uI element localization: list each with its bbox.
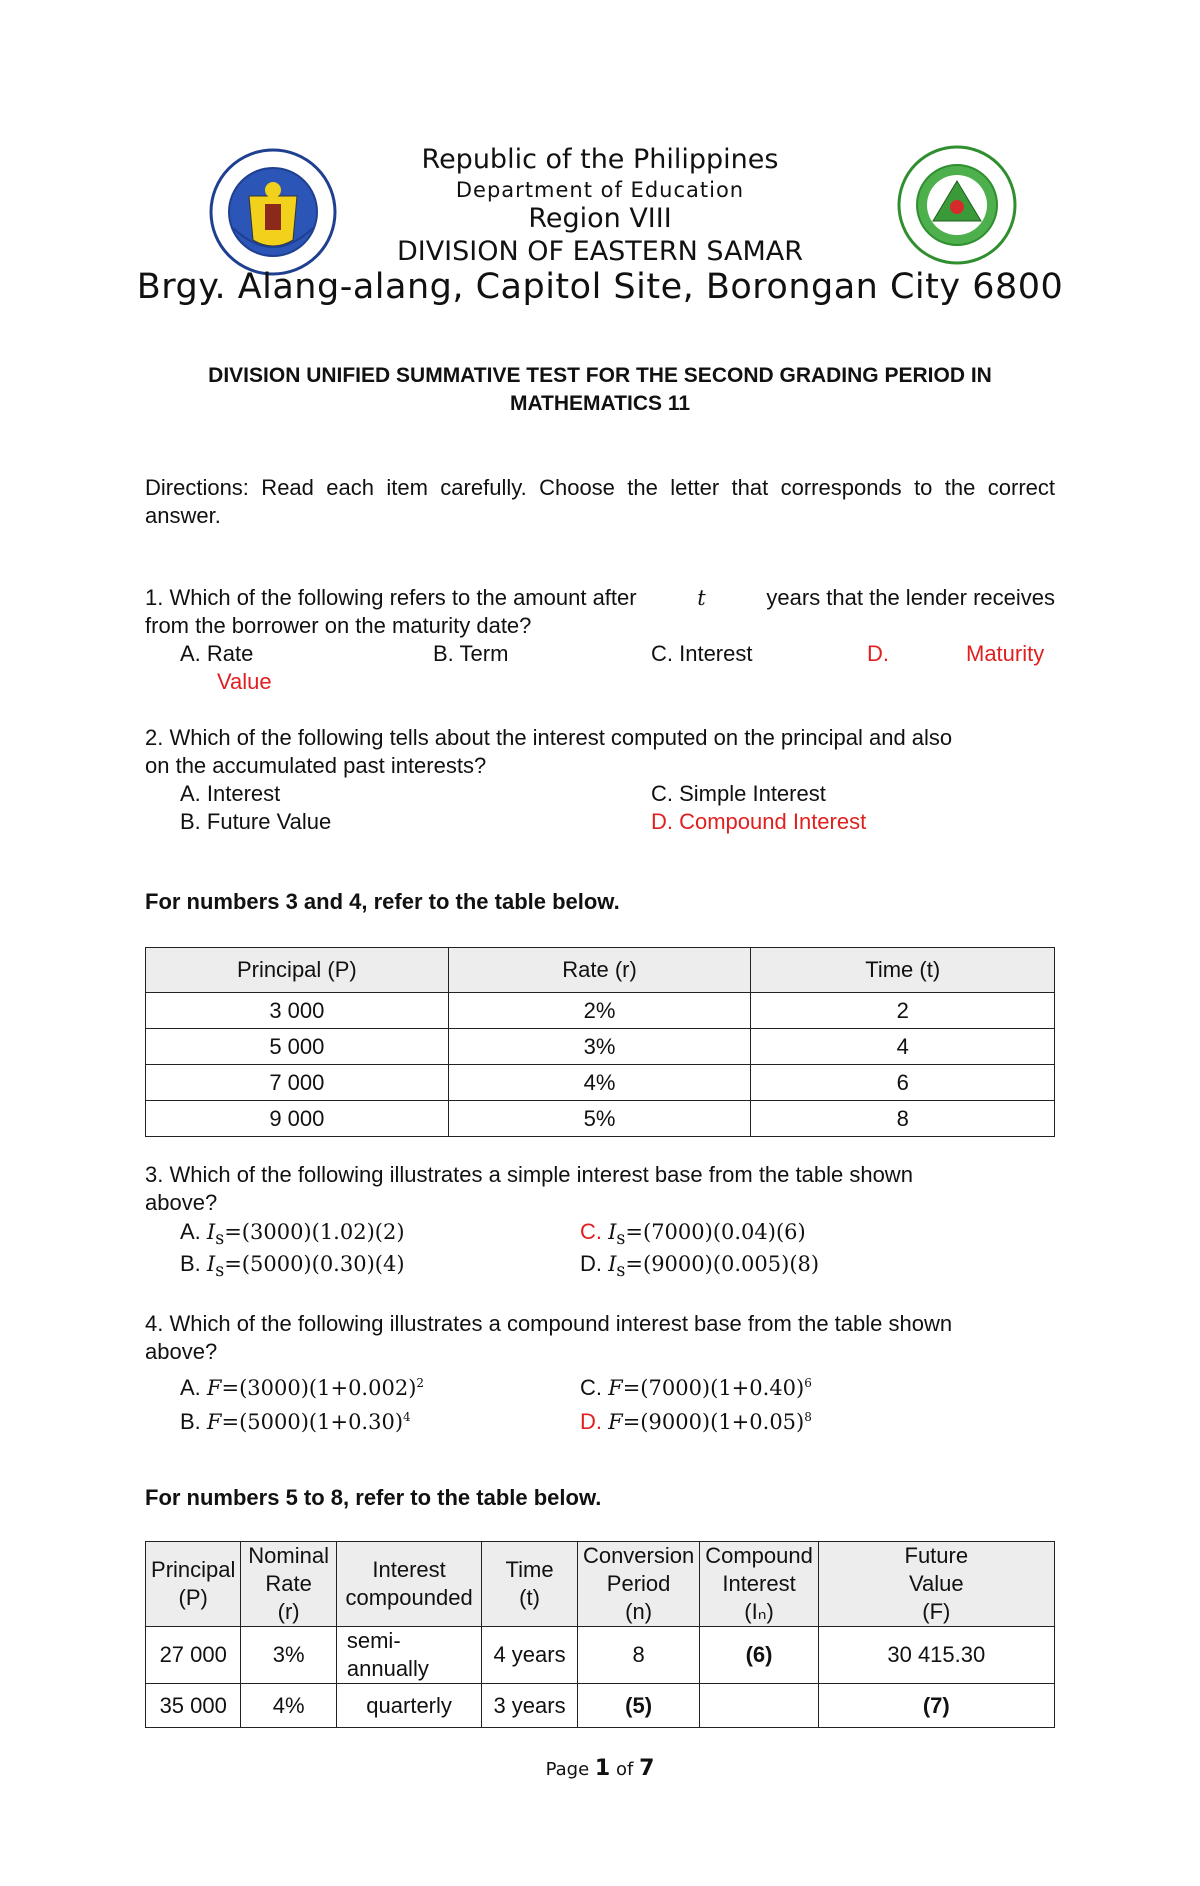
math-symbol: F [206, 1410, 222, 1434]
table-cell: 7 000 [146, 1065, 449, 1101]
table-cell: 8 [751, 1101, 1055, 1137]
q4-option-d-exponent: 8 [804, 1410, 812, 1424]
q4-stem [145, 1310, 1055, 1366]
q1-option-d-word2: Value [217, 669, 272, 694]
math-symbol: I [608, 1252, 617, 1276]
q4-option-d [580, 1403, 812, 1436]
table2-header-cell: Principal (P) [146, 1542, 241, 1627]
table-cell: 2 [751, 993, 1055, 1029]
q2-option-a: A. Interest [180, 781, 281, 806]
table2-header-cell: Interest compounded [336, 1542, 481, 1627]
address-heading: Brgy. Alang-alang, Capitol Site, Borongan City 6800 [136, 267, 1064, 307]
q4-option-b-exponent: 4 [403, 1410, 411, 1424]
q3-stem-line2: above? [145, 1190, 218, 1215]
table-cell: 30 415.30 [818, 1627, 1054, 1684]
q4-option-c [580, 1369, 812, 1402]
footer-page-word: Page [545, 1759, 590, 1780]
math-symbol: I [608, 1220, 617, 1244]
q4-option-a-exponent: 2 [416, 1376, 425, 1390]
q3-option-c [580, 1218, 806, 1253]
q3-option-d-letter: D. [580, 1251, 602, 1276]
q3-option-d-expr: =(9000)(0.005)(8) [625, 1252, 820, 1276]
table-cell: 3 000 [146, 993, 449, 1029]
table-cell: 3 years [482, 1684, 577, 1728]
math-symbol: F [608, 1410, 623, 1434]
q1-option-c: C. Interest [651, 641, 753, 666]
section2-heading: For numbers 5 to 8, refer to the table below. [145, 1485, 602, 1510]
q4-option-d-expr: =(9000)(1+0.05) [622, 1410, 805, 1434]
q3-option-a-letter: A. [180, 1219, 201, 1244]
table2-header-row [146, 1542, 1055, 1627]
q4-option-a [180, 1369, 424, 1402]
table-cell: 5 000 [146, 1029, 449, 1065]
test-title-line1: DIVISION UNIFIED SUMMATIVE TEST FOR THE SECOND GRADING PERIOD IN [208, 364, 992, 387]
table2 [145, 1541, 1055, 1728]
footer-page-number: 1 [594, 1756, 611, 1781]
table-cell: 4% [241, 1684, 336, 1728]
q3-option-a [180, 1218, 405, 1253]
table-row [146, 993, 1055, 1029]
test-title-line2: MATHEMATICS 11 [509, 392, 691, 415]
table-cell: (7) [818, 1684, 1054, 1728]
table-row [146, 1065, 1055, 1101]
q4-stem-line1: 4. Which of the following illustrates a compound interest base from the table shown [145, 1311, 953, 1336]
section1-heading: For numbers 3 and 4, refer to the table below. [145, 889, 620, 914]
math-subscript: s [616, 1229, 626, 1250]
table-cell: (6) [700, 1627, 818, 1684]
q1-stem-a: 1. Which of the following refers to the amount after [145, 585, 637, 610]
table-row [146, 1627, 1055, 1684]
table-cell: 35 000 [146, 1684, 241, 1728]
table-cell: 8 [577, 1627, 700, 1684]
q2-stem-line1: 2. Which of the following tells about the interest computed on the principal and also [145, 725, 953, 750]
table-cell: 4 [751, 1029, 1055, 1065]
q3-option-d [580, 1250, 819, 1285]
footer-of-word: of [615, 1759, 634, 1780]
table1-header-cell: Time (t) [751, 948, 1055, 993]
table-cell: 27 000 [146, 1627, 241, 1684]
q1-stem-b: years that the lender receives [766, 585, 1055, 610]
table1-header-row [146, 948, 1055, 993]
q4-option-c-letter: C. [580, 1375, 602, 1400]
q1-stem-var: t [697, 586, 706, 610]
q3-option-a-expr: =(3000)(1.02)(2) [224, 1220, 405, 1244]
table1 [145, 947, 1055, 1137]
table-cell: 5% [448, 1101, 751, 1137]
q1-option-a: A. Rate [180, 641, 254, 666]
math-subscript: s [215, 1261, 225, 1282]
table-cell: 4 years [482, 1627, 577, 1684]
republic-heading: Republic of the Philippines [421, 144, 779, 175]
footer-page-total: 7 [639, 1756, 655, 1781]
q1-option-d-word1: Maturity [966, 641, 1045, 666]
table1-header-cell: Principal (P) [146, 948, 449, 993]
math-subscript: s [215, 1229, 225, 1250]
q1-option-d-letter: D. [867, 641, 889, 666]
table2-header-cell: Time (t) [482, 1542, 577, 1627]
directions-text: Directions: Read each item carefully. Choose the letter that corresponds to the correct answer. [145, 475, 1055, 528]
table-cell: semi-annually [336, 1627, 481, 1684]
math-symbol: F [206, 1376, 222, 1400]
q2-option-c: C. Simple Interest [651, 781, 826, 806]
q4-option-b [180, 1403, 411, 1436]
math-symbol: I [206, 1252, 216, 1276]
table-cell: 2% [448, 993, 751, 1029]
table-row [146, 1029, 1055, 1065]
table-cell [700, 1684, 818, 1728]
q3-option-c-letter: C. [580, 1219, 602, 1244]
q2-option-d: D. Compound Interest [651, 809, 867, 834]
page-footer [0, 1756, 1200, 1781]
q3-option-b-letter: B. [180, 1251, 201, 1276]
table-cell: 3% [241, 1627, 336, 1684]
table-cell: 3% [448, 1029, 751, 1065]
q4-option-d-letter: D. [580, 1409, 602, 1434]
table-cell: 6 [751, 1065, 1055, 1101]
table2-header-cell: Future Value (F) [818, 1542, 1054, 1627]
q4-option-a-expr: =(3000)(1+0.002) [221, 1376, 417, 1400]
table-cell: quarterly [336, 1684, 481, 1728]
q3-option-c-expr: =(7000)(0.04)(6) [625, 1220, 806, 1244]
q3-option-b-expr: =(5000)(0.30)(4) [224, 1252, 405, 1276]
table1-header-cell: Rate (r) [448, 948, 751, 993]
q4-option-b-letter: B. [180, 1409, 201, 1434]
q4-option-c-exponent: 6 [804, 1376, 812, 1390]
table-cell: (5) [577, 1684, 700, 1728]
math-subscript: s [616, 1261, 626, 1282]
q4-stem-line2: above? [145, 1339, 218, 1364]
table2-header-cell: Conversion Period (n) [577, 1542, 700, 1627]
table-cell: 9 000 [146, 1101, 449, 1137]
table-cell: 4% [448, 1065, 751, 1101]
q1-stem-line2: from the borrower on the maturity date? [145, 613, 532, 638]
department-heading: Department of Education [455, 178, 745, 202]
table-row [146, 1684, 1055, 1728]
q3-stem [145, 1161, 1055, 1217]
table2-header-cell: Nominal Rate (r) [241, 1542, 336, 1627]
table-row [146, 1101, 1055, 1137]
math-symbol: I [206, 1220, 216, 1244]
q4-option-a-letter: A. [180, 1375, 201, 1400]
region-heading: Region VIII [528, 203, 672, 234]
q1-stem-line1 [145, 584, 1055, 612]
q3-option-b [180, 1250, 405, 1285]
q1-option-b: B. Term [433, 641, 509, 666]
q4-option-c-expr: =(7000)(1+0.40) [622, 1376, 805, 1400]
division-heading: DIVISION OF EASTERN SAMAR [396, 236, 804, 267]
q2-option-b: B. Future Value [180, 809, 332, 834]
q2-stem-line2: on the accumulated past interests? [145, 753, 487, 778]
q3-stem-line1: 3. Which of the following illustrates a simple interest base from the table shown [145, 1162, 913, 1187]
q4-option-b-expr: =(5000)(1+0.30) [221, 1410, 404, 1434]
table2-header-cell: Compound Interest (Iₙ) [700, 1542, 818, 1627]
math-symbol: F [608, 1376, 623, 1400]
